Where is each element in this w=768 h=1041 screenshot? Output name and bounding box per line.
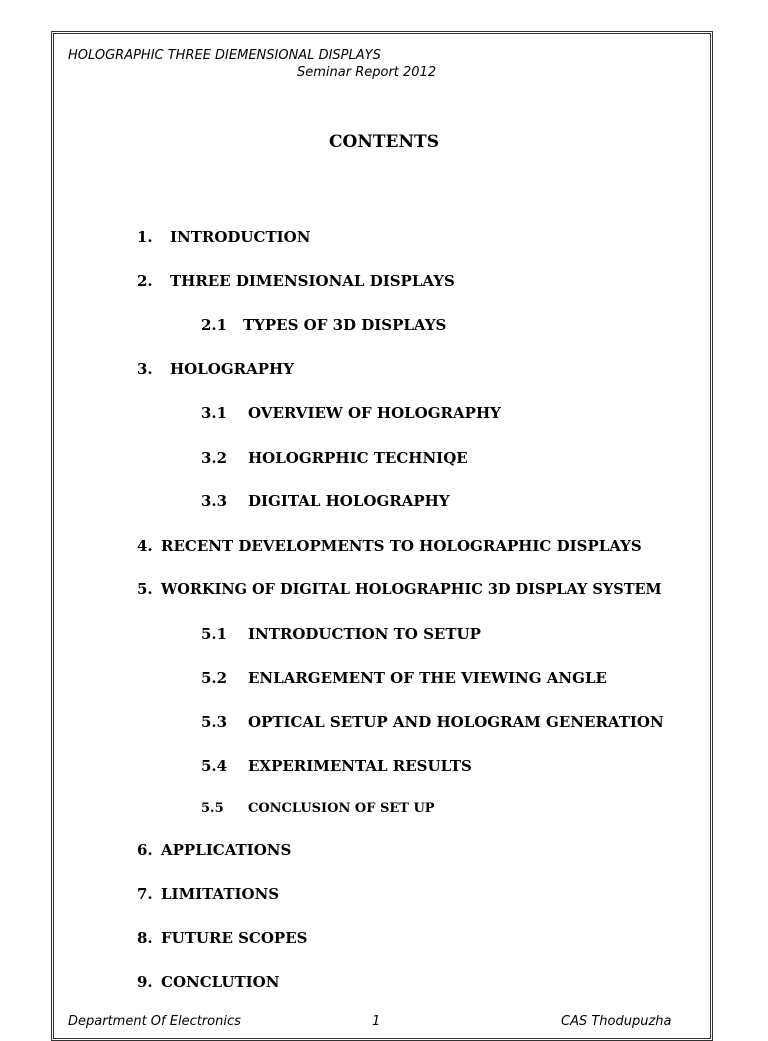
toc-item-5-2 [201, 669, 607, 687]
toc-number: 7. [137, 885, 153, 903]
toc-number: 3.1 [201, 404, 228, 422]
toc-item-3-2 [201, 449, 468, 467]
toc-text: RECENT DEVELOPMENTS TO HOLOGRAPHIC DISPLAYS [161, 537, 642, 555]
toc-text: EXPERIMENTAL RESULTS [248, 757, 472, 775]
footer-page-number: 1 [372, 1014, 381, 1029]
toc-item-7 [137, 885, 279, 903]
toc-number: 9. [137, 973, 153, 991]
toc-text: APPLICATIONS [161, 841, 292, 859]
toc-text: CONCLUSION OF SET UP [248, 801, 435, 816]
toc-text: ENLARGEMENT OF THE VIEWING ANGLE [248, 669, 607, 687]
toc-number: 2.1 [201, 316, 228, 334]
toc-number: 3. [137, 360, 153, 378]
toc-number: 3.2 [201, 449, 228, 467]
toc-text: HOLOGRAPHY [170, 360, 294, 378]
toc-item-1 [137, 228, 310, 246]
contents-heading: CONTENTS [329, 132, 439, 152]
toc-item-3-3 [201, 492, 450, 510]
toc-text: TYPES OF 3D DISPLAYS [243, 316, 447, 334]
toc-text: INTRODUCTION [170, 228, 311, 246]
toc-item-2 [137, 272, 455, 290]
toc-text: HOLOGRPHIC TECHNIQE [248, 449, 468, 467]
footer-college: CAS Thodupuzha [561, 1014, 672, 1029]
toc-number: 5.1 [201, 625, 228, 643]
toc-item-3 [137, 360, 294, 378]
toc-item-5-1 [201, 625, 481, 643]
toc-number: 2. [137, 272, 153, 290]
toc-text: THREE DIMENSIONAL DISPLAYS [170, 272, 455, 290]
footer-department: Department Of Electronics [68, 1014, 241, 1029]
toc-item-5 [137, 580, 662, 598]
toc-text: CONCLUTION [161, 973, 280, 991]
toc-text: WORKING OF DIGITAL HOLOGRAPHIC 3D DISPLAY SYSTEM [161, 581, 662, 598]
toc-item-6 [137, 841, 291, 859]
toc-number: 6. [137, 841, 153, 859]
toc-number: 5.2 [201, 669, 228, 687]
toc-item-5-4 [201, 757, 472, 775]
toc-text: OPTICAL SETUP AND HOLOGRAM GENERATION [248, 713, 664, 731]
toc-number: 5.5 [201, 801, 224, 816]
toc-number: 8. [137, 929, 153, 947]
toc-item-8 [137, 929, 307, 947]
toc-item-3-1 [201, 404, 501, 422]
header-subtitle: Seminar Report 2012 [297, 65, 437, 80]
toc-item-5-5 [201, 801, 435, 816]
toc-item-4 [137, 537, 642, 555]
toc-number: 5.3 [201, 713, 228, 731]
toc-number: 4. [137, 537, 153, 555]
toc-number: 5. [137, 580, 153, 598]
toc-text: LIMITATIONS [161, 885, 280, 903]
header-title: HOLOGRAPHIC THREE DIEMENSIONAL DISPLAYS [68, 48, 381, 63]
toc-text: OVERVIEW OF HOLOGRAPHY [248, 404, 501, 422]
toc-item-2-1 [201, 316, 446, 334]
toc-text: INTRODUCTION TO SETUP [248, 625, 481, 643]
toc-item-5-3 [201, 713, 664, 731]
toc-item-9 [137, 973, 279, 991]
toc-text: DIGITAL HOLOGRAPHY [248, 492, 450, 510]
toc-text: FUTURE SCOPES [161, 929, 308, 947]
toc-number: 5.4 [201, 757, 228, 775]
toc-number: 1. [137, 228, 153, 246]
toc-number: 3.3 [201, 492, 228, 510]
